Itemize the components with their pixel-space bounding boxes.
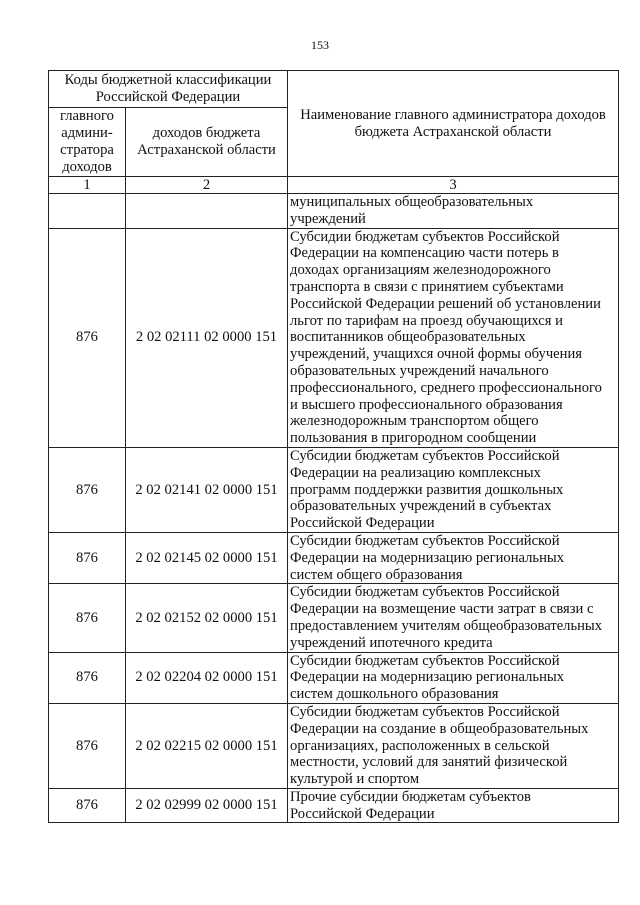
column-number-2: 2 [126,177,288,194]
description-line: Субсидии бюджетам субъектов Российской [290,447,560,464]
income-code-cell: 2 02 02204 02 0000 151 [126,652,288,703]
description-line: Субсидии бюджетам субъектов Российской [290,652,560,669]
description-line: железнодорожным транспортом общего [290,413,539,430]
description-line: Российской Федерации решений об установлении [290,295,601,312]
description-cell [288,703,619,788]
table-row [49,532,619,583]
description-line: Субсидии бюджетам субъектов Российской [290,703,560,720]
description-line: и высшего профессионального образования [290,396,563,413]
table-row [49,788,619,823]
description-line: Субсидии бюджетам субъектов Российской [290,228,560,245]
description-cell [288,584,619,652]
description-line: образовательных учреждений в субъектах [290,498,552,515]
table-row [49,194,619,229]
income-code-cell: 2 02 02215 02 0000 151 [126,703,288,788]
description-line: Российской Федерации [290,805,435,822]
description-line: профессионального, среднего профессионального [290,379,602,396]
header-income-code: доходов бюджета Астраханской области [126,108,288,177]
table-row [49,584,619,652]
admin-code-cell [49,194,126,229]
table-row [49,228,619,447]
description-cell [288,532,619,583]
header-administrator-name: Наименование главного администратора доходов бюджета Астраханской области [288,71,619,177]
admin-code-cell: 876 [49,703,126,788]
description-line: учреждений [290,210,366,227]
description-cell [288,652,619,703]
table-row [49,447,619,532]
description-line: Прочие субсидии бюджетам субъектов [290,788,531,805]
description-line: предоставлением учителям общеобразовательных [290,617,603,634]
description-line: воспитанников общеобразовательных [290,329,526,346]
admin-code-cell: 876 [49,532,126,583]
description-cell [288,447,619,532]
description-line: транспорта в связи с принятием субъектами [290,278,564,295]
description-line: программ поддержки развития дошкольных [290,481,564,498]
description-cell [288,194,619,229]
description-line: муниципальных общеобразовательных [290,194,534,210]
column-number-1: 1 [49,177,126,194]
admin-code-cell: 876 [49,652,126,703]
description-line: культурой и спортом [290,771,420,788]
table-row [49,652,619,703]
description-line: Субсидии бюджетам субъектов Российской [290,532,560,549]
budget-classification-table [48,70,619,823]
income-code-cell: 2 02 02141 02 0000 151 [126,447,288,532]
description-line: Федерации на реализацию комплексных [290,464,541,481]
admin-code-cell: 876 [49,228,126,447]
description-cell [288,228,619,447]
income-code-cell [126,194,288,229]
description-line: учреждений, учащихся очной формы обучения [290,346,582,363]
description-line: Федерации на модернизацию региональных [290,549,564,566]
table-row [49,703,619,788]
header-main-administrator: главного админи-стратора доходов [49,108,126,177]
description-line: местности, условий для занятий физической [290,754,568,771]
description-line: доходах организациям железнодорожного [290,262,551,279]
page-number: 153 [311,38,329,52]
header-codes-group: Коды бюджетной классификации Российской Федерации [49,71,288,108]
income-code-cell: 2 02 02152 02 0000 151 [126,584,288,652]
description-line: организациях, расположенных в сельской [290,737,550,754]
description-line: Субсидии бюджетам субъектов Российской [290,584,560,601]
description-line: систем общего образования [290,566,463,583]
description-line: Федерации на модернизацию региональных [290,669,564,686]
description-line: учреждений ипотечного кредита [290,634,493,651]
income-code-cell: 2 02 02111 02 0000 151 [126,228,288,447]
description-line: Федерации на создание в общеобразовательных [290,720,589,737]
description-line: пользования в пригородном сообщении [290,430,537,447]
description-line: Федерации на возмещение части затрат в связи с [290,601,594,618]
income-code-cell: 2 02 02999 02 0000 151 [126,788,288,823]
description-line: льгот по тарифам на проезд обучающихся и [290,312,563,329]
admin-code-cell: 876 [49,447,126,532]
admin-code-cell: 876 [49,788,126,823]
description-line: Российской Федерации [290,515,435,532]
income-code-cell: 2 02 02145 02 0000 151 [126,532,288,583]
column-number-3: 3 [288,177,619,194]
description-line: образовательных учреждений начального [290,362,549,379]
description-line: Федерации на компенсацию части потерь в [290,245,559,262]
description-line: систем дошкольного образования [290,686,499,703]
admin-code-cell: 876 [49,584,126,652]
description-cell [288,788,619,823]
